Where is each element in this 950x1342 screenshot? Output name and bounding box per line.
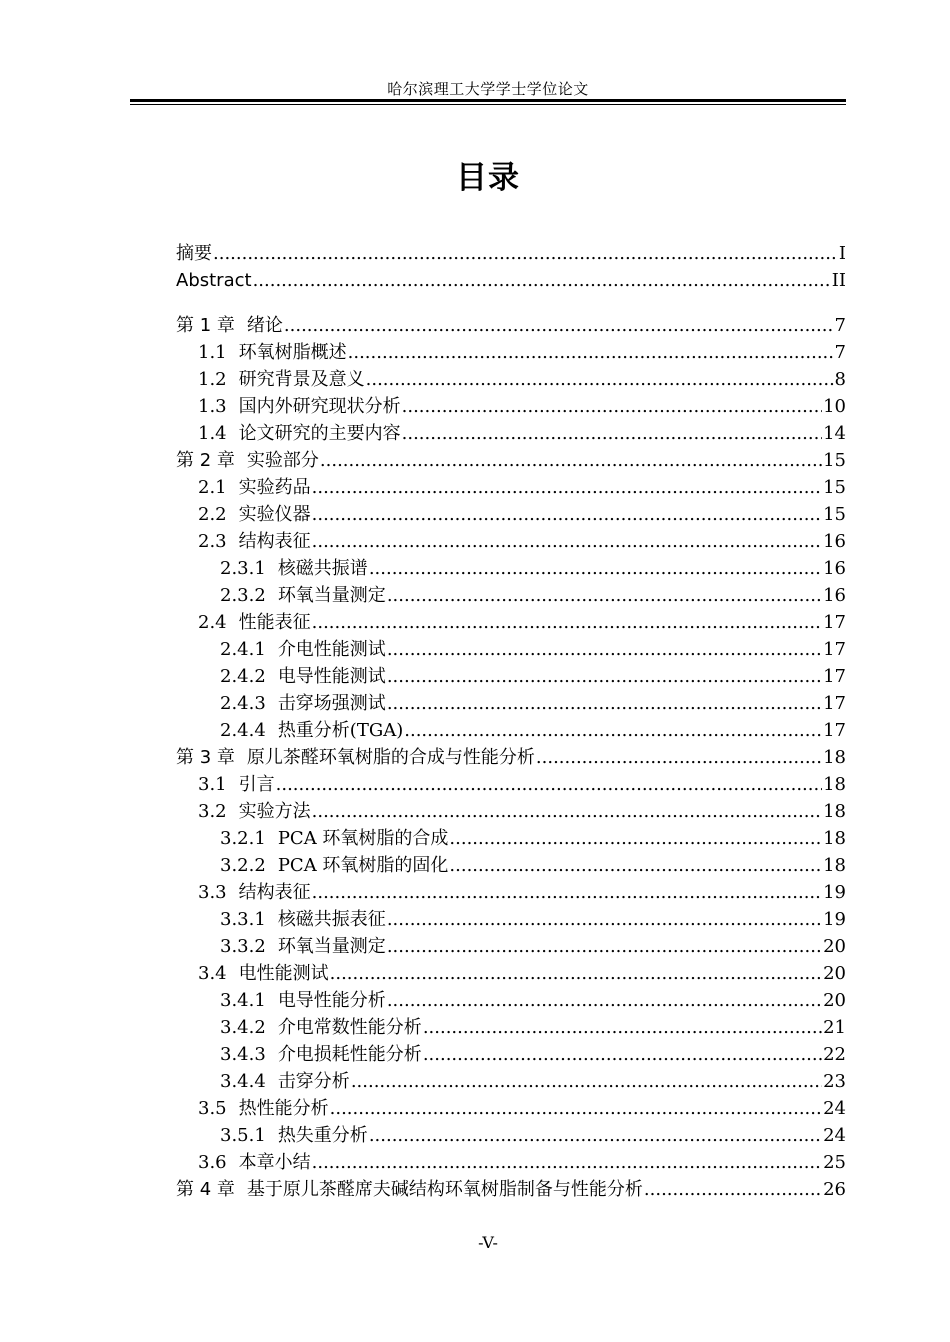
- header-rule-thin: [130, 104, 846, 105]
- toc-dot-leader: [387, 906, 822, 933]
- toc-entry[interactable]: [176, 798, 846, 825]
- toc-entry-text: 介电常数性能分析: [277, 1017, 422, 1038]
- toc-entry-number: 3.5: [198, 1098, 227, 1119]
- toc-dot-leader: [402, 420, 822, 447]
- toc-entry-text: 结构表征: [238, 531, 311, 552]
- toc-dot-leader: [348, 339, 834, 366]
- toc-dot-leader: [312, 528, 822, 555]
- toc-dot-leader: [369, 1122, 822, 1149]
- toc-entry-label: [220, 987, 386, 1014]
- toc-entry-text: 研究背景及意义: [238, 369, 365, 390]
- toc-entry-page: 14: [823, 423, 846, 444]
- toc-entry-text: 基于原儿茶醛席夫碱结构环氧树脂制备与性能分析: [246, 1179, 643, 1200]
- toc-entry-text: 性能表征: [238, 612, 311, 633]
- toc-entry-number: 2.2: [198, 504, 227, 525]
- toc-entry-number: 3.3.2: [220, 936, 266, 957]
- toc-entry-page: 18: [823, 855, 846, 876]
- toc-entry-text: PCA 环氧树脂的合成: [277, 828, 449, 849]
- toc-entry[interactable]: [176, 609, 846, 636]
- toc-entry-number: 3.6: [198, 1152, 227, 1173]
- toc-dot-leader: [330, 1095, 822, 1122]
- toc-entry[interactable]: [176, 663, 846, 690]
- toc-entry-page: 16: [823, 558, 846, 579]
- toc-dot-leader: [312, 1149, 822, 1176]
- toc-entry-number: 2.4.3: [220, 693, 266, 714]
- toc-entry[interactable]: [176, 582, 846, 609]
- toc-entry-label: [198, 366, 365, 393]
- toc-entry-number: 2.1: [198, 477, 227, 498]
- toc-entry-text: PCA 环氧树脂的固化: [277, 855, 449, 876]
- toc-entry-text: 击穿场强测试: [277, 693, 386, 714]
- toc-entry-page: 18: [823, 747, 846, 768]
- toc-entry-page: 18: [823, 801, 846, 822]
- toc-entry[interactable]: [176, 1122, 846, 1149]
- toc-entry[interactable]: [176, 1068, 846, 1095]
- toc-dot-leader: [312, 474, 822, 501]
- toc-entry-page: 18: [823, 774, 846, 795]
- toc-entry-page: 16: [823, 531, 846, 552]
- toc-entry-text: 电导性能分析: [277, 990, 386, 1011]
- toc-dot-leader: [404, 717, 822, 744]
- toc-entry-label: [220, 636, 386, 663]
- toc-entry-label: [220, 1122, 368, 1149]
- toc-dot-leader: [387, 933, 822, 960]
- toc-entry-label: [220, 690, 386, 717]
- toc-entry-label: [220, 1068, 350, 1095]
- toc-entry-number: 2.3.2: [220, 585, 266, 606]
- toc-entry-label: [220, 1014, 422, 1041]
- toc-entry-text: 原儿茶醛环氧树脂的合成与性能分析: [246, 747, 535, 768]
- toc-entry-text: 实验部分: [246, 450, 319, 471]
- toc-entry-number: 1.3: [198, 396, 227, 417]
- toc-entry[interactable]: [176, 717, 846, 744]
- toc-entry-page: 22: [823, 1044, 846, 1065]
- toc-entry-label: [198, 1095, 329, 1122]
- toc-entry-label: [220, 852, 448, 879]
- toc-dot-leader: [351, 1068, 822, 1095]
- toc-entry-page: 24: [823, 1125, 846, 1146]
- toc-entry-label: [220, 663, 386, 690]
- toc-entry-page: 16: [823, 585, 846, 606]
- toc-entry-number: 3.4.3: [220, 1044, 266, 1065]
- toc-entry-number: 3.3: [198, 882, 227, 903]
- toc-entry[interactable]: [176, 960, 846, 987]
- toc-entry-page: I: [838, 243, 846, 264]
- toc-entry-label: [220, 825, 448, 852]
- toc-entry[interactable]: [176, 393, 846, 420]
- toc-entry-text: 击穿分析: [277, 1071, 350, 1092]
- toc-dot-leader: [536, 744, 822, 771]
- toc-entry-number: 3.2: [198, 801, 227, 822]
- toc-entry-number: 2.4.2: [220, 666, 266, 687]
- toc-entry-text: 摘要: [176, 243, 212, 264]
- toc-dot-leader: [312, 501, 822, 528]
- toc-entry-label: [198, 339, 347, 366]
- toc-entry[interactable]: [176, 933, 846, 960]
- toc-entry-label: [176, 267, 252, 294]
- toc-entry-number: 2.3: [198, 531, 227, 552]
- toc-entry-text: 本章小结: [238, 1152, 311, 1173]
- toc-entry-text: 电导性能测试: [277, 666, 386, 687]
- toc-entry-number: 3.4: [198, 963, 227, 984]
- toc-entry-label: [198, 771, 275, 798]
- toc-entry-label: [198, 960, 329, 987]
- toc-entry-page: 19: [823, 882, 846, 903]
- toc-entry[interactable]: [176, 312, 846, 339]
- toc-entry-page: 18: [823, 828, 846, 849]
- toc-entry-number: 3.3.1: [220, 909, 266, 930]
- toc-entry-label: [176, 447, 319, 474]
- toc-entry-number: 1.4: [198, 423, 227, 444]
- toc-dot-leader: [276, 771, 822, 798]
- toc-dot-leader: [312, 879, 822, 906]
- toc-entry-label: [220, 933, 386, 960]
- toc-entry[interactable]: [176, 879, 846, 906]
- toc-entry-page: 8: [834, 369, 846, 390]
- toc-dot-leader: [423, 1014, 822, 1041]
- toc-entry-number: 2.4: [198, 612, 227, 633]
- toc-entry-text: 热失重分析: [277, 1125, 368, 1146]
- running-header: 哈尔滨理工大学学士学位论文: [387, 80, 589, 98]
- toc-entry-page: 7: [834, 315, 846, 336]
- toc-entry[interactable]: [176, 744, 846, 771]
- toc-entry-text: 国内外研究现状分析: [238, 396, 401, 417]
- toc-entry-page: 17: [823, 639, 846, 660]
- toc-entry-text: 实验方法: [238, 801, 311, 822]
- toc-entry-page: 19: [823, 909, 846, 930]
- toc-dot-leader: [449, 825, 822, 852]
- toc-entry-page: 26: [823, 1179, 846, 1200]
- toc-entry[interactable]: [176, 267, 846, 294]
- toc-entry[interactable]: [176, 528, 846, 555]
- toc-title: 目录: [456, 160, 520, 196]
- toc-entry[interactable]: [176, 825, 846, 852]
- toc-dot-leader: [253, 267, 831, 294]
- toc-entry-page: 15: [823, 450, 846, 471]
- toc-entry[interactable]: [176, 339, 846, 366]
- toc-entry-number: 3.4.1: [220, 990, 266, 1011]
- toc-entry-label: [176, 240, 212, 267]
- toc-entry-label: [198, 798, 311, 825]
- toc-entry-text: 热性能分析: [238, 1098, 329, 1119]
- toc-entry[interactable]: [176, 420, 846, 447]
- toc-entry[interactable]: [176, 1014, 846, 1041]
- toc-entry-page: 20: [823, 963, 846, 984]
- toc-entry-number: 3.1: [198, 774, 227, 795]
- toc-entry-number: 3.2.2: [220, 855, 266, 876]
- toc-entry-number: 3.2.1: [220, 828, 266, 849]
- toc-entry-label: [176, 1176, 643, 1203]
- toc-entry-number: 1.2: [198, 369, 227, 390]
- toc-entry-page: 21: [823, 1017, 846, 1038]
- toc-entry-text: 介电损耗性能分析: [277, 1044, 422, 1065]
- toc-entry-text: 引言: [238, 774, 275, 795]
- toc-entry-page: 24: [823, 1098, 846, 1119]
- toc-entry-number: 第 1 章: [176, 315, 235, 336]
- toc-dot-leader: [312, 798, 822, 825]
- toc-dot-leader: [387, 636, 822, 663]
- toc-entry-text: 论文研究的主要内容: [238, 423, 401, 444]
- toc-entry-page: 23: [823, 1071, 846, 1092]
- toc-entry[interactable]: [176, 1041, 846, 1068]
- toc-entry-text: 结构表征: [238, 882, 311, 903]
- toc-entry-number: 1.1: [198, 342, 227, 363]
- toc-entry-page: 25: [823, 1152, 846, 1173]
- toc-entry[interactable]: [176, 447, 846, 474]
- toc-entry[interactable]: [176, 1149, 846, 1176]
- toc-entry-label: [198, 609, 311, 636]
- toc-dot-leader: [284, 312, 834, 339]
- toc-entry-number: 3.4.2: [220, 1017, 266, 1038]
- toc-entry[interactable]: [176, 1176, 846, 1203]
- toc-entry[interactable]: [176, 852, 846, 879]
- toc-entry[interactable]: [176, 555, 846, 582]
- toc-dot-leader: [423, 1041, 822, 1068]
- toc-entry-label: [198, 1149, 311, 1176]
- toc-dot-leader: [320, 447, 822, 474]
- toc-entry-text: 实验药品: [238, 477, 311, 498]
- toc-entry[interactable]: [176, 987, 846, 1014]
- toc-dot-leader: [369, 555, 822, 582]
- toc-dot-leader: [387, 582, 822, 609]
- toc-entry-page: 17: [823, 666, 846, 687]
- page-number: -V-: [478, 1233, 498, 1252]
- toc-entry-text: 热重分析(TGA): [277, 720, 404, 741]
- toc-entry-page: 15: [823, 477, 846, 498]
- toc-dot-leader: [312, 609, 822, 636]
- toc-entry-number: 3.5.1: [220, 1125, 266, 1146]
- toc-dot-leader: [330, 960, 822, 987]
- toc-entry-page: 17: [823, 612, 846, 633]
- toc-entry-label: [198, 474, 311, 501]
- toc-entry-page: 10: [823, 396, 846, 417]
- toc-entry-text: 电性能测试: [238, 963, 329, 984]
- toc-dot-leader: [402, 393, 822, 420]
- toc-entry[interactable]: [176, 501, 846, 528]
- toc-entry-label: [220, 555, 368, 582]
- toc-entry-text: 介电性能测试: [277, 639, 386, 660]
- toc-entry-number: 2.4.1: [220, 639, 266, 660]
- toc-entry-text: 环氧树脂概述: [238, 342, 347, 363]
- toc-entry-label: [220, 717, 403, 744]
- header-rule-thick: [130, 99, 846, 102]
- toc-entry-number: 第 2 章: [176, 450, 235, 471]
- toc-entry[interactable]: [176, 240, 846, 267]
- toc-dot-leader: [449, 852, 822, 879]
- toc-entry-text: 绪论: [246, 315, 283, 336]
- toc-dot-leader: [387, 987, 822, 1014]
- toc-entry-label: [220, 582, 386, 609]
- toc-entry-text: 核磁共振谱: [277, 558, 368, 579]
- toc-dot-leader: [387, 690, 822, 717]
- toc-entry-label: [176, 744, 535, 771]
- toc-entry[interactable]: [176, 636, 846, 663]
- toc-entry[interactable]: [176, 366, 846, 393]
- toc-entry[interactable]: [176, 771, 846, 798]
- toc-entry-number: 2.3.1: [220, 558, 266, 579]
- toc-entry-label: [198, 420, 401, 447]
- toc-entry-label: [198, 501, 311, 528]
- toc-dot-leader: [366, 366, 834, 393]
- toc-entry-number: 第 3 章: [176, 747, 235, 768]
- toc-entry-number: 第 4 章: [176, 1179, 235, 1200]
- toc-entry-label: [220, 906, 386, 933]
- toc-entry-label: [198, 528, 311, 555]
- toc-entry-page: 20: [823, 990, 846, 1011]
- toc-entry-page: 17: [823, 720, 846, 741]
- toc-dot-leader: [644, 1176, 822, 1203]
- toc-entry-text: 环氧当量测定: [277, 585, 386, 606]
- toc-entry-text: Abstract: [176, 270, 252, 291]
- toc-entry-page: 7: [834, 342, 846, 363]
- toc-entry-number: 3.4.4: [220, 1071, 266, 1092]
- toc-entry-label: [198, 393, 401, 420]
- toc-entry-text: 核磁共振表征: [277, 909, 386, 930]
- toc-dot-leader: [387, 663, 822, 690]
- toc-entry[interactable]: [176, 906, 846, 933]
- toc-entry[interactable]: [176, 1095, 846, 1122]
- toc-entry-page: II: [831, 270, 846, 291]
- toc-entry-label: [220, 1041, 422, 1068]
- toc-entry[interactable]: [176, 474, 846, 501]
- toc-entry-page: 20: [823, 936, 846, 957]
- toc-entry-page: 15: [823, 504, 846, 525]
- toc-dot-leader: [213, 240, 838, 267]
- toc-entry[interactable]: [176, 690, 846, 717]
- toc-entry-label: [198, 879, 311, 906]
- toc-entry-number: 2.4.4: [220, 720, 266, 741]
- toc-entry-text: 环氧当量测定: [277, 936, 386, 957]
- toc-entry-page: 17: [823, 693, 846, 714]
- toc-entry-label: [176, 312, 283, 339]
- toc-entry-text: 实验仪器: [238, 504, 311, 525]
